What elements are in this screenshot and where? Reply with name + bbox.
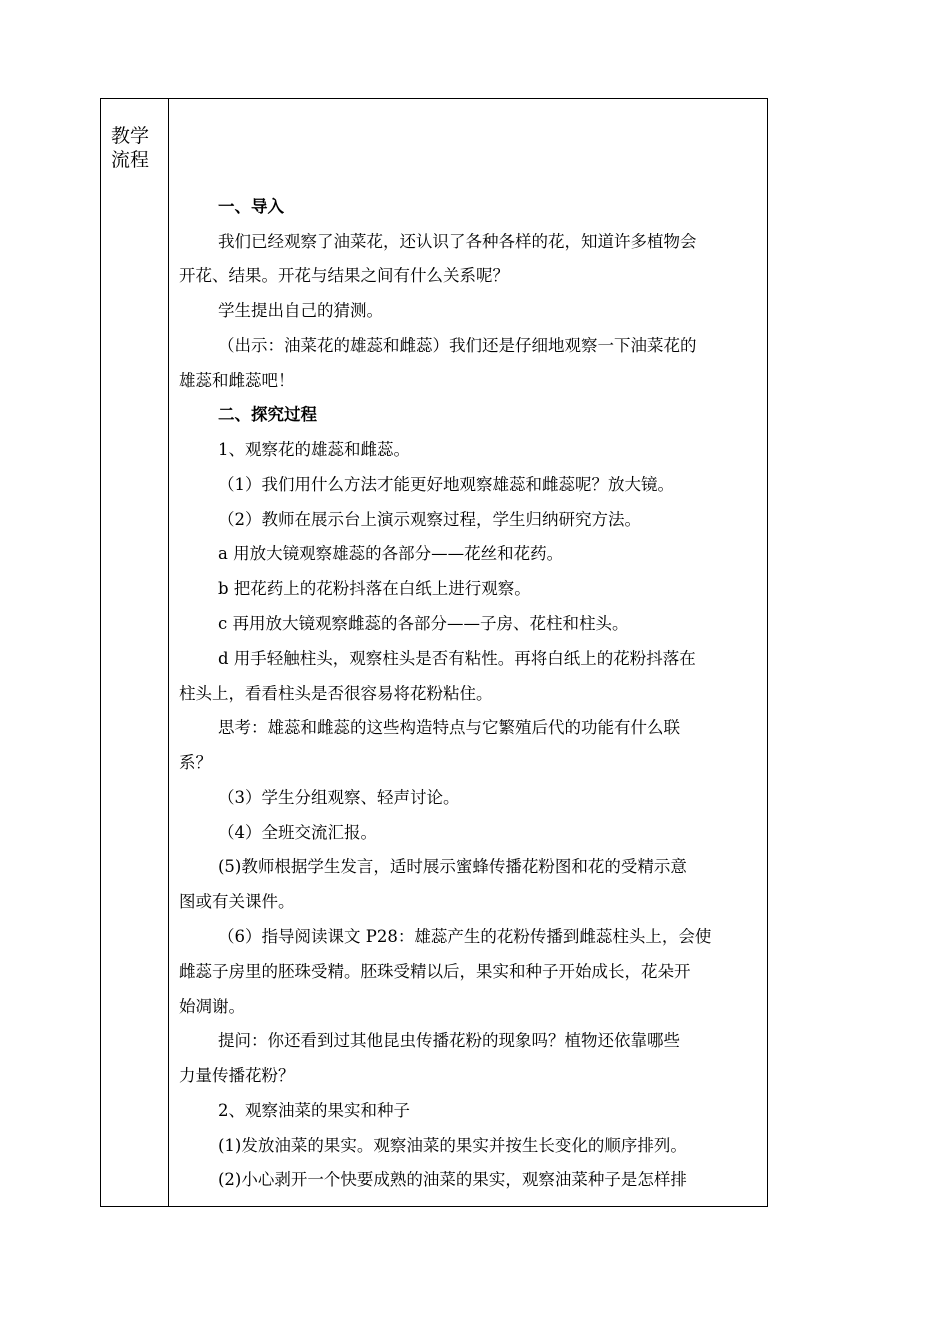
text-line: （6）指导阅读课文 P28：雄蕊产生的花粉传播到雌蕊柱头上，会使 bbox=[218, 927, 712, 946]
section-heading: 二、探究过程 bbox=[218, 405, 317, 424]
text-line: a 用放大镜观察雄蕊的各部分——花丝和花药。 bbox=[218, 544, 564, 563]
cell-label bbox=[111, 124, 149, 172]
text-line: 系？ bbox=[179, 753, 212, 772]
text-line: 雌蕊子房里的胚珠受精。胚珠受精以后，果实和种子开始成长，花朵开 bbox=[179, 962, 691, 981]
text-line: c 再用放大镜观察雌蕊的各部分——子房、花柱和柱头。 bbox=[218, 614, 629, 633]
text-line: (2)小心剥开一个快要成熟的油菜的果实，观察油菜种子是怎样排 bbox=[218, 1170, 687, 1189]
section-heading: 一、导入 bbox=[218, 197, 284, 216]
text-line: 力量传播花粉？ bbox=[179, 1066, 295, 1085]
text-line: 图或有关课件。 bbox=[179, 892, 295, 911]
text-line: 柱头上，看看柱头是否很容易将花粉粘住。 bbox=[179, 684, 493, 703]
text-line: 我们已经观察了油菜花，还认识了各种各样的花，知道许多植物会 bbox=[218, 232, 697, 251]
text-line: 学生提出自己的猜测。 bbox=[218, 301, 383, 320]
text-line: (5)教师根据学生发言，适时展示蜜蜂传播花粉图和花的受精示意 bbox=[218, 857, 687, 876]
text-line: 1、观察花的雄蕊和雌蕊。 bbox=[218, 440, 410, 459]
label-cell bbox=[101, 99, 169, 1206]
lesson-table bbox=[100, 98, 768, 1207]
text-line: d 用手轻触柱头，观察柱头是否有粘性。再将白纸上的花粉抖落在 bbox=[218, 649, 696, 668]
cell-label-line: 教学 bbox=[111, 125, 150, 147]
text-line: （2）教师在展示台上演示观察过程，学生归纳研究方法。 bbox=[218, 510, 641, 529]
text-line: 提问：你还看到过其他昆虫传播花粉的现象吗？植物还依靠哪些 bbox=[218, 1031, 680, 1050]
text-line: （3）学生分组观察、轻声讨论。 bbox=[218, 788, 460, 807]
text-line: 雄蕊和雌蕊吧！ bbox=[179, 371, 295, 390]
text-line: 思考：雄蕊和雌蕊的这些构造特点与它繁殖后代的功能有什么联 bbox=[218, 718, 680, 737]
text-line: （4）全班交流汇报。 bbox=[218, 823, 377, 842]
text-line: 开花、结果。开花与结果之间有什么关系呢？ bbox=[179, 266, 509, 285]
text-line: 2、观察油菜的果实和种子 bbox=[218, 1101, 410, 1120]
content-cell bbox=[170, 99, 767, 1206]
text-line: （1）我们用什么方法才能更好地观察雄蕊和雌蕊呢？放大镜。 bbox=[218, 475, 674, 494]
text-line: 始凋谢。 bbox=[179, 997, 245, 1016]
text-line: （出示：油菜花的雄蕊和雌蕊）我们还是仔细地观察一下油菜花的 bbox=[218, 336, 697, 355]
text-line: b 把花药上的花粉抖落在白纸上进行观察。 bbox=[218, 579, 531, 598]
text-line: (1)发放油菜的果实。观察油菜的果实并按生长变化的顺序排列。 bbox=[218, 1136, 687, 1155]
cell-label-line: 流程 bbox=[111, 149, 150, 171]
